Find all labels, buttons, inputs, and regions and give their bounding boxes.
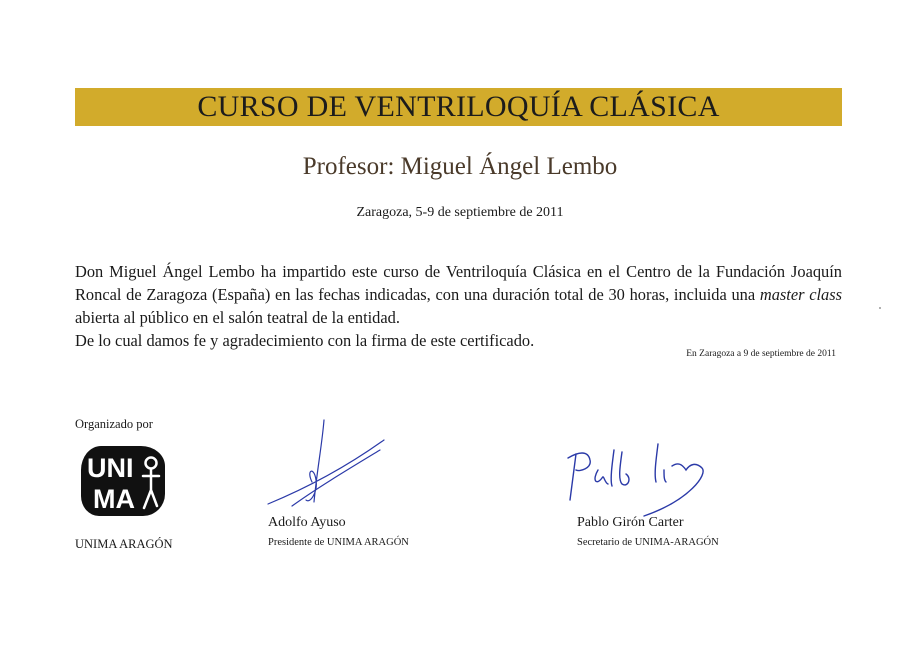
body-text-end: abierta al público en el salón teatral de la entidad. [75,308,400,327]
signature-ink [268,420,384,506]
certificate-title: CURSO DE VENTRILOQUÍA CLÁSICA [197,90,720,123]
title-banner [75,88,842,126]
certificate-body [75,260,842,352]
place-and-dates: Zaragoza, 5-9 de septiembre de 2011 [356,205,564,220]
body-paragraph [75,260,842,329]
professor-line: Profesor: Miguel Ángel Lembo [302,153,618,180]
signatory-role-2: Secretario de UNIMA-ARAGÓN [577,537,719,548]
signatory-name-2: Pablo Girón Carter [577,515,684,530]
body-text-start: Don Miguel Ángel Lembo ha impartido este curso de Ventriloquía Clásica en el Centro de la Fundación Joaquín Roncal de Zaragoza (España) en las fechas indicadas, con una duración total de 30 horas, incluida una [75,262,842,304]
signatory-role-1: Presidente de UNIMA ARAGÓN [268,537,409,548]
logo-puppet-body [143,469,159,508]
signatory-name-1: Adolfo Ayuso [268,515,346,530]
organizer-label: Organizado por [75,417,153,431]
issue-date: En Zaragoza a 9 de septiembre de 2011 [686,349,836,359]
logo-graphic [81,446,165,516]
logo-text-bottom: MA [93,484,135,514]
unima-logo [81,446,165,516]
closing-line: De lo cual damos fe y agradecimiento con la firma de este certificado. [75,331,535,350]
organizer-name: UNIMA ARAGÓN [75,537,173,551]
signature-ink [568,444,703,516]
signature-adolfo-ayuso [262,410,392,520]
logo-puppet-head [146,458,157,469]
scan-speck [879,307,881,309]
body-italic-term: master class [759,285,842,304]
logo-text-top: UNI [87,453,134,483]
